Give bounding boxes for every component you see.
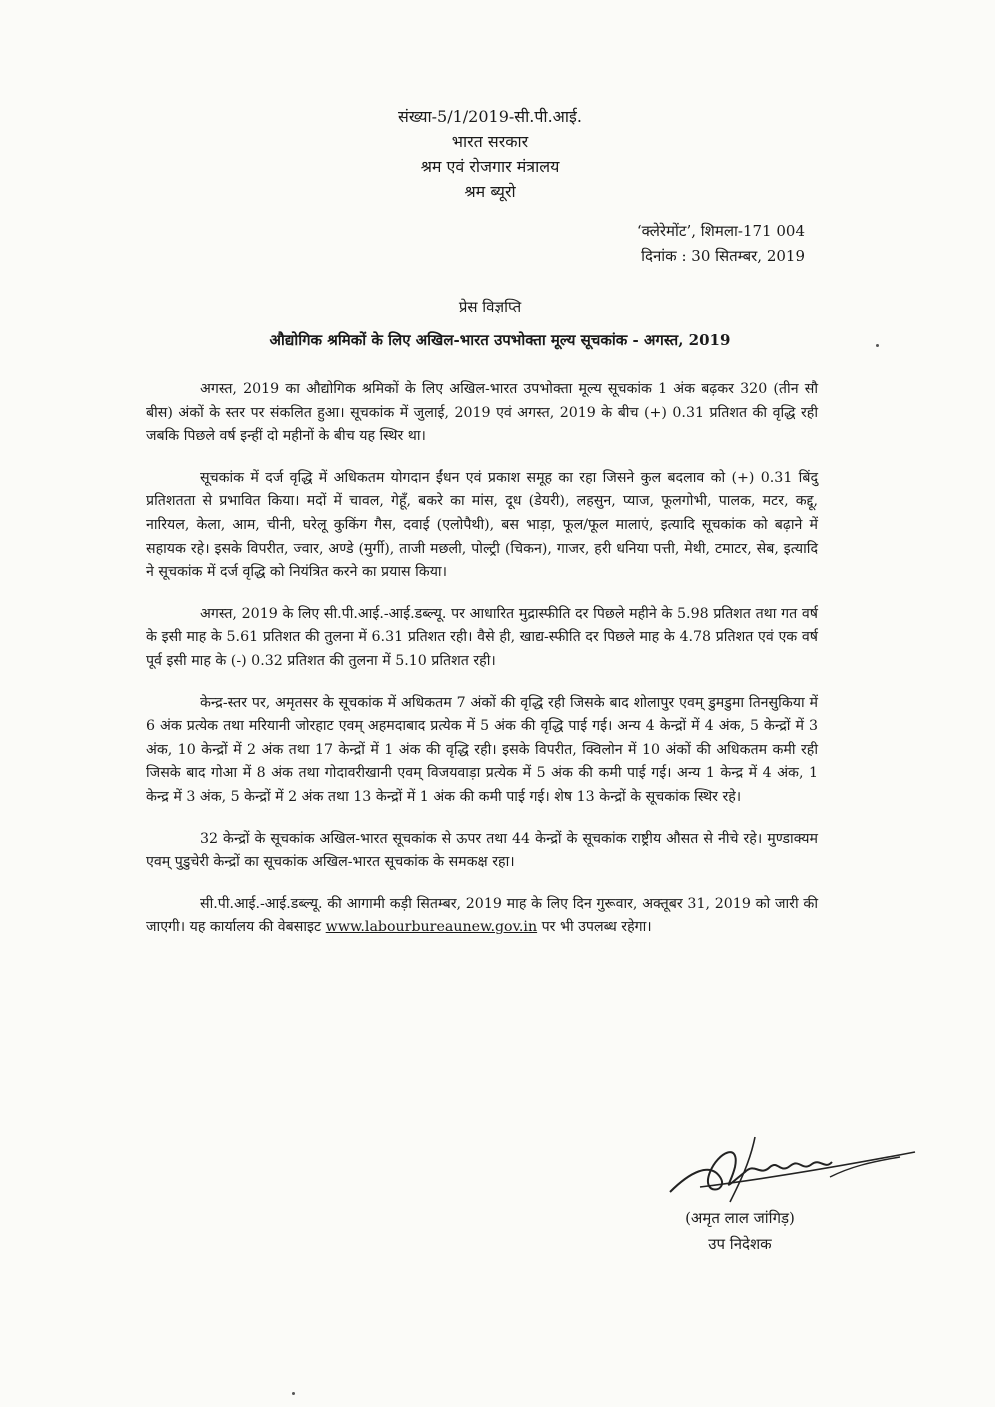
signatory-name: (अमृत लाल जांगिड़) [685, 1209, 795, 1227]
paragraph-5: 32 केन्द्रों के सूचकांक अखिल-भारत सूचकांक से ऊपर तथा 44 केन्द्रों के सूचकांक राष्ट्रीय औसत से नीचे रहे। मुण्डाक्यम एवम् पुडुचेरी केन्द्रों का सूचकांक अखिल-भारत सूचकांक के समकक्ष रहा। [146, 830, 818, 871]
government-name: भारत सरकार [451, 132, 529, 151]
ministry-name: श्रम एवं रोजगार मंत्रालय [420, 157, 560, 176]
scan-speck [876, 344, 879, 347]
subject-heading: औद्योगिक श्रमिकों के लिए अखिल-भारत उपभोक्ता मूल्य सूचकांक - अगस्त, 2019 [269, 331, 731, 349]
availability-text: पर भी उपलब्ध रहेगा। [537, 919, 652, 936]
signatory-designation: उप निदेशक [708, 1235, 772, 1253]
signatory-block [640, 1205, 840, 1257]
office-address: ‘क्लेरेमोंट’, शिमला-171 004 [636, 222, 805, 240]
handwritten-signature [660, 1132, 920, 1212]
paragraph-4: केन्द्र-स्तर पर, अमृतसर के सूचकांक में अधिकतम 7 अंकों की वृद्धि रही जिसके बाद शोलापुर एवम् डुमडुमा तिनसुकिया में 6 अंक प्रत्येक तथा मरियानी जोरहाट एवम् अहमदाबाद प्रत्येक में 5 अंक की वृद्धि पाई गई। अन्य 4 केन्द्रों में 4 अंक, 5 केन्द्रों में 3 अंक, 10 केन्द्रों में 2 अंक तथा 17 केन्द्रों में 1 अंक की वृद्धि रही। इसके विपरीत, क्विलोन में 10 अंकों की अधिकतम कमी रही जिसके बाद गोआ में 8 अंक तथा गोदावरीखानी एवम् विजयवाड़ा प्रत्येक में 5 अंक की कमी पाई गई। अन्य 1 केन्द्र में 4 अंक, 1 केन्द्र में 3 अंक, 5 केन्द्रों में 2 अंक तथा 13 केन्द्रों में 1 अंक की कमी पाई गई। शेष 13 केन्द्रों के सूचकांक स्थिर रहे। [146, 694, 818, 805]
paragraph-2: सूचकांक में दर्ज वृद्धि में अधिकतम योगदान ईंधन एवं प्रकाश समूह का रहा जिसने कुल बदलाव को (+) 0.31 बिंदु प्रतिशतता से प्रभावित किया। मदों में चावल, गेहूँ, बकरे का मांस, दूध (डेयरी), लहसुन, प्याज, फूलगोभी, पालक, मटर, कद्दू, नारियल, केला, आम, चीनी, घरेलू कुकिंग गैस, दवाई (एलोपैथी), बस भाड़ा, फूल/फूल मालाएं, इत्यादि सूचकांक को बढ़ाने में सहायक रहे। इसके विपरीत, ज्वार, अण्डे (मुर्गी), ताजी मछली, पोल्ट्री (चिकन), गाजर, हरी धनिया पत्ती, मेथी, टमाटर, सेब, इत्यादि ने सूचकांक में दर्ज वृद्धि को नियंत्रित करने का प्रयास किया। [146, 469, 818, 581]
paragraph-6 [146, 893, 818, 940]
address-block [560, 219, 805, 269]
document-type: प्रेस विज्ञप्ति [458, 298, 522, 316]
scan-speck [292, 1392, 295, 1395]
website-link[interactable]: www.labourbureaunew.gov.in [325, 919, 538, 936]
letterhead [340, 104, 640, 204]
bureau-name: श्रम ब्यूरो [464, 182, 516, 201]
next-release-text: सी.पी.आई.-आई.डब्ल्यू. की आगामी कड़ी सितम्बर, 2019 माह के लिए दिन गुरूवार, अक्तूबर 31, 2019 को जारी की जाएगी। यह कार्यालय की वेबसाइट [146, 895, 818, 936]
body-text [146, 378, 818, 958]
reference-number: संख्या-5/1/2019-सी.पी.आई. [398, 107, 582, 126]
paragraph-3: अगस्त, 2019 के लिए सी.पी.आई.-आई.डब्ल्यू. पर आधारित मुद्रास्फीति दर पिछले महीने के 5.98 प्रतिशत तथा गत वर्ष के इसी माह के 5.61 प्रतिशत की तुलना में 6.31 प्रतिशत रही। वैसे ही, खाद्य-स्फीति दर पिछले माह के 4.78 प्रतिशत एवं एक वर्ष पूर्व इसी माह के (-) 0.32 प्रतिशत की तुलना में 5.10 प्रतिशत रही। [146, 605, 818, 669]
paragraph-1: अगस्त, 2019 का औद्योगिक श्रमिकों के लिए अखिल-भारत उपभोक्ता मूल्य सूचकांक 1 अंक बढ़कर 320 (तीन सौ बीस) अंकों के स्तर पर संकलित हुआ। सूचकांक में जुलाई, 2019 एवं अगस्त, 2019 के बीच (+) 0.31 प्रतिशत की वृद्धि रही जबकि पिछले वर्ष इन्हीं दो महीनों के बीच यह स्थिर था। [146, 381, 818, 445]
release-date: दिनांक : 30 सितम्बर, 2019 [641, 247, 805, 265]
